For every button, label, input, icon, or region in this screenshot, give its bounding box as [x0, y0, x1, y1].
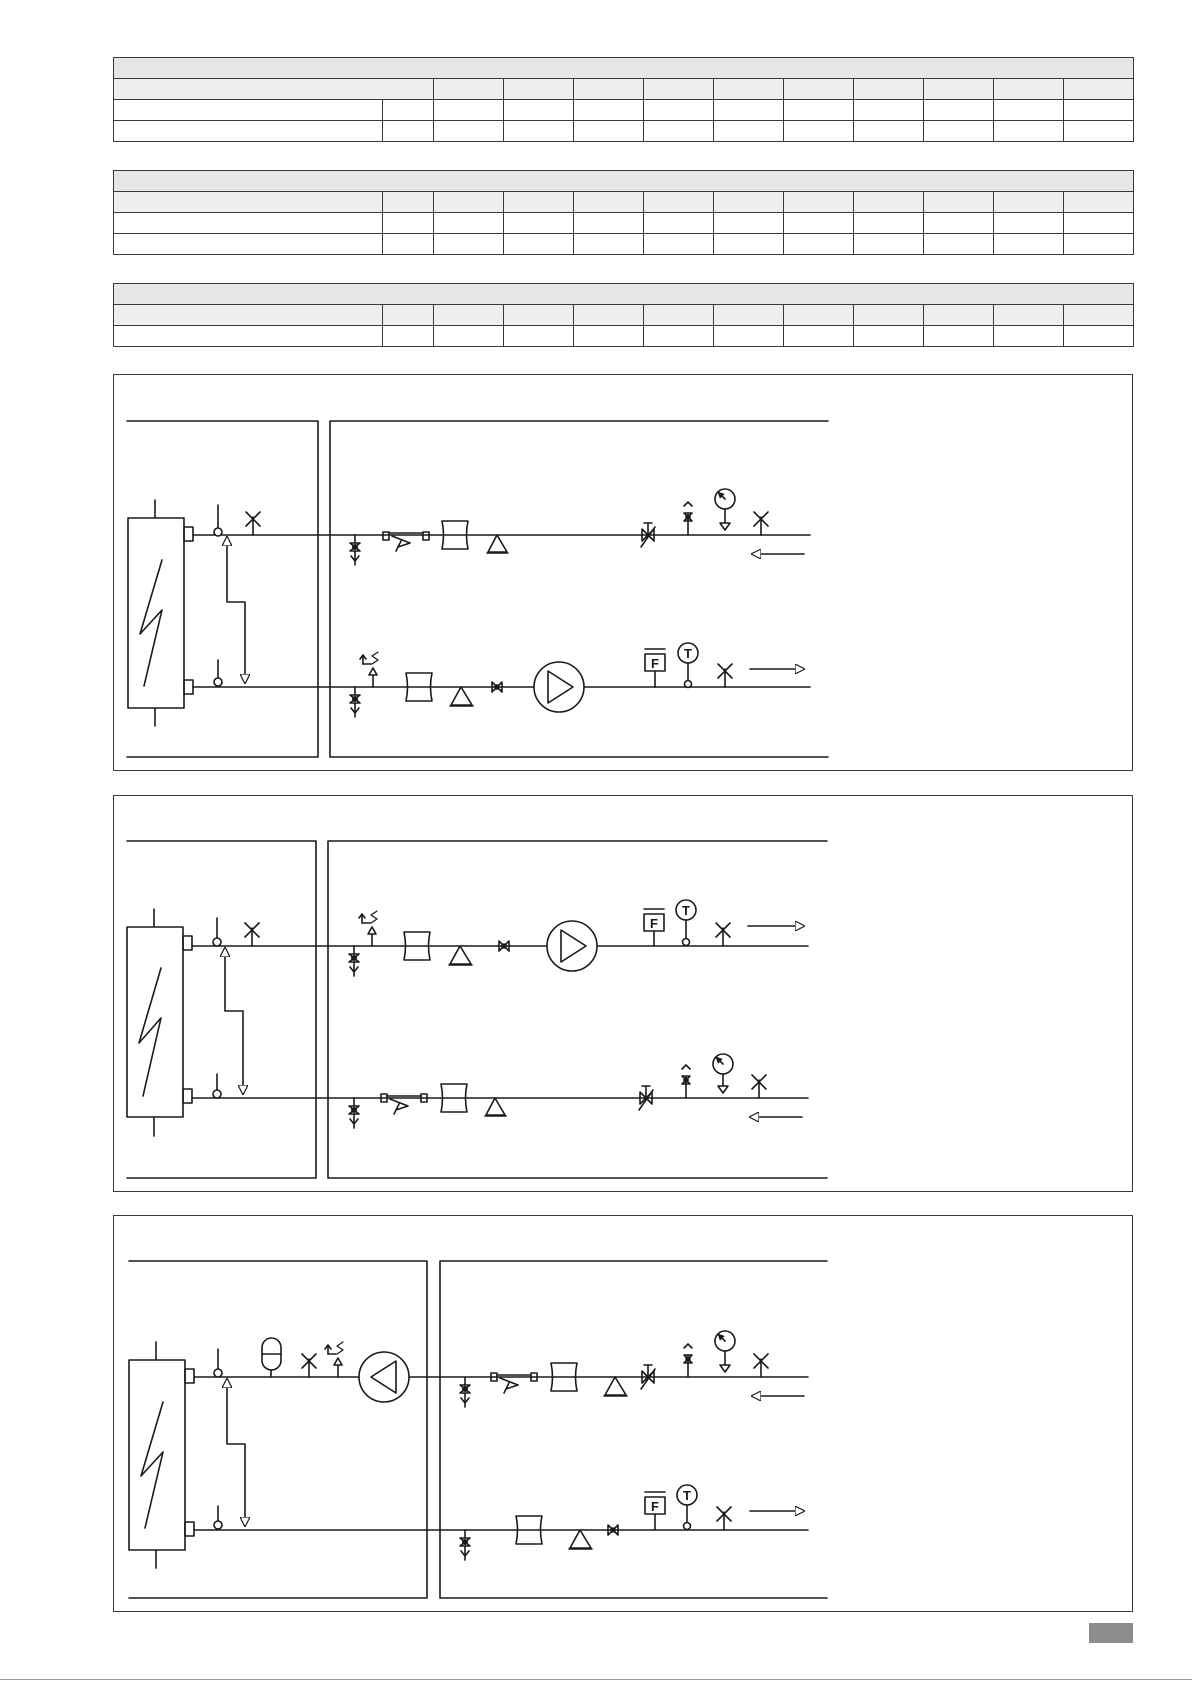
table-cell	[574, 326, 644, 347]
vibration-mount-icon	[605, 1377, 626, 1395]
svg-text:T: T	[684, 646, 692, 661]
table-cell	[383, 326, 434, 347]
table-cell	[994, 234, 1064, 255]
table-cell	[924, 100, 994, 121]
table-cell	[504, 100, 574, 121]
table-cell	[644, 326, 714, 347]
heat-exchanger-icon	[129, 1342, 194, 1568]
air-vent-icon	[754, 512, 768, 535]
air-vent-icon	[752, 1075, 766, 1098]
drain-valve-icon	[350, 535, 360, 565]
table-cell	[854, 326, 924, 347]
pump-icon	[534, 662, 584, 712]
hydraulic-diagram-3	[113, 1215, 1133, 1612]
flow-switch-icon	[645, 1492, 665, 1530]
air-vent-icon	[716, 923, 730, 946]
header-cell	[994, 305, 1064, 326]
pump-icon	[359, 1352, 409, 1402]
table-cell	[434, 234, 504, 255]
table-cell	[504, 234, 574, 255]
header-cell	[1064, 192, 1134, 213]
table-cell	[114, 121, 383, 142]
header-cell	[434, 305, 504, 326]
table-cell	[434, 326, 504, 347]
header-cell	[434, 79, 504, 100]
pressure-tap-icon	[213, 918, 221, 946]
table-cell	[504, 121, 574, 142]
table-cell	[383, 121, 434, 142]
header-cell	[434, 192, 504, 213]
table-cell	[854, 234, 924, 255]
header-cell	[924, 305, 994, 326]
table-cell	[714, 234, 784, 255]
heat-exchanger-icon	[128, 500, 193, 726]
table-row	[114, 100, 1134, 121]
table-title	[114, 58, 1134, 79]
table-cell	[574, 100, 644, 121]
header-cell	[504, 79, 574, 100]
air-vent-icon	[718, 664, 732, 687]
header-cell	[854, 79, 924, 100]
table-cell	[114, 100, 383, 121]
header-cell	[574, 305, 644, 326]
vibration-mount-icon	[450, 946, 471, 964]
header-cell	[1064, 305, 1134, 326]
table-cell	[784, 326, 854, 347]
table-cell	[644, 234, 714, 255]
data-table-1	[113, 57, 1134, 142]
header-cell	[504, 192, 574, 213]
svg-text:F: F	[651, 1499, 659, 1514]
installation-boundary	[440, 1261, 827, 1598]
table-cell	[924, 234, 994, 255]
table-cell	[383, 213, 434, 234]
page-number-tab	[1089, 1623, 1133, 1643]
drain-valve-icon	[460, 1530, 470, 1560]
drain-valve-icon	[349, 1098, 359, 1128]
air-vent-icon	[754, 1354, 768, 1377]
strainer-icon	[381, 1094, 427, 1114]
header-cell	[644, 192, 714, 213]
svg-text:F: F	[650, 916, 658, 931]
table-cell	[644, 100, 714, 121]
thermometer-icon	[676, 900, 696, 946]
table-title	[114, 171, 1134, 192]
pressure-tap-icon	[214, 1349, 222, 1377]
air-vent-icon	[246, 512, 260, 535]
table-title-row	[114, 284, 1134, 305]
table-cell	[434, 100, 504, 121]
footer-divider	[0, 1679, 1192, 1680]
table-cell	[644, 121, 714, 142]
drain-valve-icon	[460, 1377, 470, 1407]
air-vent-icon	[302, 1354, 316, 1377]
table-cell	[114, 213, 383, 234]
table-cell	[994, 326, 1064, 347]
table-cell	[784, 234, 854, 255]
table-header-row	[114, 305, 1134, 326]
table-row	[114, 213, 1134, 234]
vent-valve-icon	[684, 1344, 692, 1377]
air-vent-icon	[717, 1507, 731, 1530]
header-cell	[784, 305, 854, 326]
table-title-row	[114, 58, 1134, 79]
header-cell	[714, 305, 784, 326]
vibration-mount-icon	[488, 535, 507, 552]
table-row	[114, 326, 1134, 347]
pressure-tap-icon	[214, 505, 222, 536]
header-cell	[784, 192, 854, 213]
thermometer-icon	[677, 1485, 697, 1530]
data-table-2	[113, 170, 1134, 255]
hydraulic-diagram-1	[113, 374, 1133, 771]
table-cell	[854, 121, 924, 142]
table-cell	[574, 234, 644, 255]
table-cell	[714, 326, 784, 347]
table-cell	[504, 326, 574, 347]
header-cell	[644, 79, 714, 100]
vent-valve-icon	[684, 502, 692, 535]
pressure-gauge-icon	[713, 1054, 733, 1093]
table-header-row	[114, 192, 1134, 213]
pressure-tap-icon	[213, 1074, 221, 1098]
differential-pressure-switch	[225, 952, 243, 1094]
differential-pressure-switch	[227, 541, 245, 683]
header-cell	[383, 192, 434, 213]
table-cell	[854, 213, 924, 234]
installation-boundary	[328, 841, 827, 1178]
table-cell	[504, 213, 574, 234]
table-cell	[644, 213, 714, 234]
table-cell	[114, 326, 383, 347]
table-cell	[114, 234, 383, 255]
header-cell	[383, 305, 434, 326]
table-cell	[1064, 326, 1134, 347]
table-cell	[383, 100, 434, 121]
installation-boundary	[330, 421, 828, 757]
table-cell	[434, 213, 504, 234]
header-cell	[994, 79, 1064, 100]
header-cell	[924, 79, 994, 100]
header-cell	[644, 305, 714, 326]
table-cell	[924, 326, 994, 347]
flow-switch-icon	[645, 649, 665, 687]
vibration-mount-icon	[486, 1098, 505, 1115]
table-cell	[1064, 234, 1134, 255]
table-cell	[434, 121, 504, 142]
header-cell	[114, 192, 383, 213]
table-cell	[994, 100, 1064, 121]
table-cell	[924, 213, 994, 234]
safety-valve-icon	[359, 911, 377, 946]
table-cell	[854, 100, 924, 121]
table-cell	[574, 121, 644, 142]
header-cell	[714, 79, 784, 100]
vibration-mount-icon	[451, 687, 472, 705]
table-cell	[924, 121, 994, 142]
header-cell	[714, 192, 784, 213]
hydraulic-diagram-2	[113, 795, 1133, 1192]
table-cell	[1064, 213, 1134, 234]
header-cell	[574, 192, 644, 213]
svg-text:T: T	[682, 903, 690, 918]
differential-pressure-switch	[227, 1383, 245, 1526]
table-title	[114, 284, 1134, 305]
table-cell	[383, 234, 434, 255]
safety-valve-icon	[325, 1342, 343, 1377]
drain-valve-icon	[349, 946, 359, 976]
table-cell	[714, 121, 784, 142]
heat-exchanger-icon	[127, 909, 192, 1136]
table-cell	[784, 100, 854, 121]
table-header-row	[114, 79, 1134, 100]
header-cell	[994, 192, 1064, 213]
pressure-gauge-icon	[715, 1331, 735, 1372]
pump-icon	[547, 921, 597, 971]
svg-text:F: F	[651, 656, 659, 671]
table-cell	[784, 213, 854, 234]
thermometer-icon	[678, 643, 698, 688]
pressure-gauge-icon	[715, 489, 735, 530]
vibration-mount-icon	[570, 1530, 591, 1548]
drain-valve-icon	[350, 687, 360, 717]
data-table-3	[113, 283, 1134, 347]
svg-text:T: T	[683, 1488, 691, 1503]
table-row	[114, 234, 1134, 255]
table-cell	[994, 121, 1064, 142]
header-cell	[854, 305, 924, 326]
air-vent-icon	[245, 923, 259, 946]
header-cell	[1064, 79, 1134, 100]
flow-switch-icon	[644, 909, 664, 946]
pressure-tap-icon	[214, 660, 222, 686]
header-cell	[854, 192, 924, 213]
table-cell	[714, 213, 784, 234]
table-cell	[784, 121, 854, 142]
header-cell	[114, 305, 383, 326]
header-cell	[114, 79, 434, 100]
table-cell	[1064, 100, 1134, 121]
safety-valve-icon	[360, 652, 378, 687]
header-cell	[504, 305, 574, 326]
header-cell	[924, 192, 994, 213]
table-row	[114, 121, 1134, 142]
pressure-tap-icon	[214, 1506, 222, 1529]
vent-valve-icon	[682, 1065, 690, 1098]
table-title-row	[114, 171, 1134, 192]
table-cell	[1064, 121, 1134, 142]
table-cell	[574, 213, 644, 234]
expansion-vessel-icon	[262, 1338, 281, 1377]
header-cell	[784, 79, 854, 100]
table-cell	[714, 100, 784, 121]
header-cell	[574, 79, 644, 100]
table-cell	[994, 213, 1064, 234]
strainer-icon	[491, 1373, 537, 1393]
